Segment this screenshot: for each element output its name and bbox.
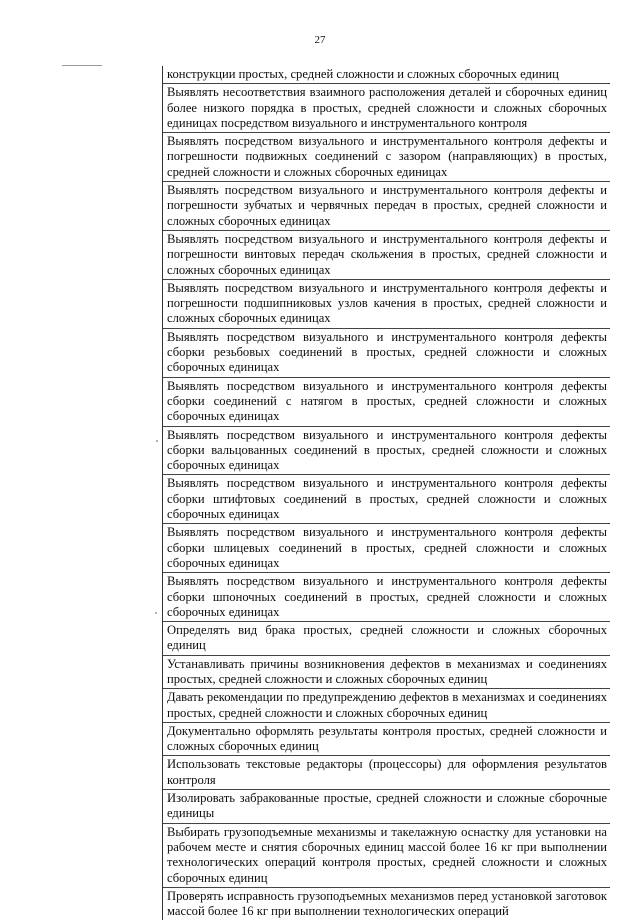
table-row: Выявлять посредством визуального и инструментального контроля дефекты сборки резьбовых соединений в простых, средней сложности и сложных сборочных единицах (163, 328, 610, 377)
scan-speck (156, 440, 158, 442)
table-row: Изолировать забракованные простые, средней сложности и сложные сборочные единицы (163, 789, 610, 823)
table-row: Выявлять посредством визуального и инструментального контроля дефекты и погрешности подвижных соединений с зазором (направляющих) в простых, средней сложности и сложных сборочных единицах (163, 132, 610, 181)
table-row: Выявлять несоответствия взаимного расположения деталей и сборочных единиц более низкого порядка в простых, средней сложности и сложных сборочных единицах посредством визуального и инструментального контроля (163, 83, 610, 132)
skills-table (162, 66, 610, 920)
table-row: Выявлять посредством визуального и инструментального контроля дефекты сборки штифтовых соединений в простых, средней сложности и сложных сборочных единицах (163, 474, 610, 523)
table-row: конструкции простых, средней сложности и сложных сборочных единиц (167, 67, 559, 81)
table-row: Определять вид брака простых, средней сложности и сложных сборочных единиц (163, 621, 610, 655)
table-row: Выявлять посредством визуального и инструментального контроля дефекты сборки шпоночных соединений в простых, средней сложности и сложных сборочных единицах (163, 572, 610, 621)
table-row: Устанавливать причины возникновения дефектов в механизмах и соединениях простых, средней сложности и сложных сборочных единиц (163, 655, 610, 689)
table-row: Выявлять посредством визуального и инструментального контроля дефекты сборки шлицевых соединений в простых, средней сложности и сложных сборочных единицах (163, 523, 610, 572)
table-row: Выявлять посредством визуального и инструментального контроля дефекты и погрешности винтовых передач скольжения в простых, средней сложности и сложных сборочных единицах (163, 230, 610, 279)
scan-speck (155, 612, 157, 614)
table-row: Выявлять посредством визуального и инструментального контроля дефекты сборки соединений с натягом в простых, средней сложности и сложных сборочных единицах (163, 377, 610, 426)
table-row: Проверять исправность грузоподъемных механизмов перед установкой заготовок массой более 16 кг при выполнении технологических операций (163, 887, 610, 920)
page-number: 27 (314, 34, 326, 46)
table-row: Выбирать грузоподъемные механизмы и такелажную оснастку для установки на рабочем месте и снятия сборочных единиц массой более 16 кг при выполнении технологических операций контроля простых, средней сложности и сложных сборочных единиц (163, 823, 610, 887)
table-row: Давать рекомендации по предупреждению дефектов в механизмах и соединениях простых, средней сложности и сложных сборочных единиц (163, 688, 610, 722)
table-row: Выявлять посредством визуального и инструментального контроля дефекты и погрешности подшипниковых узлов качения в простых, средней сложности и сложных сборочных единицах (163, 279, 610, 328)
table-row: Выявлять посредством визуального и инструментального контроля дефекты и погрешности зубчатых и червячных передач в простых, средней сложности и сложных сборочных единицах (163, 181, 610, 230)
table-row: Выявлять посредством визуального и инструментального контроля дефекты сборки вальцованных соединений в простых, средней сложности и сложных сборочных единицах (163, 426, 610, 475)
table-row: Использовать текстовые редакторы (процессоры) для оформления результатов контроля (163, 755, 610, 789)
left-column-empty-cell (62, 66, 162, 906)
table-row: Документально оформлять результаты контроля простых, средней сложности и сложных сборочных единиц (163, 722, 610, 756)
